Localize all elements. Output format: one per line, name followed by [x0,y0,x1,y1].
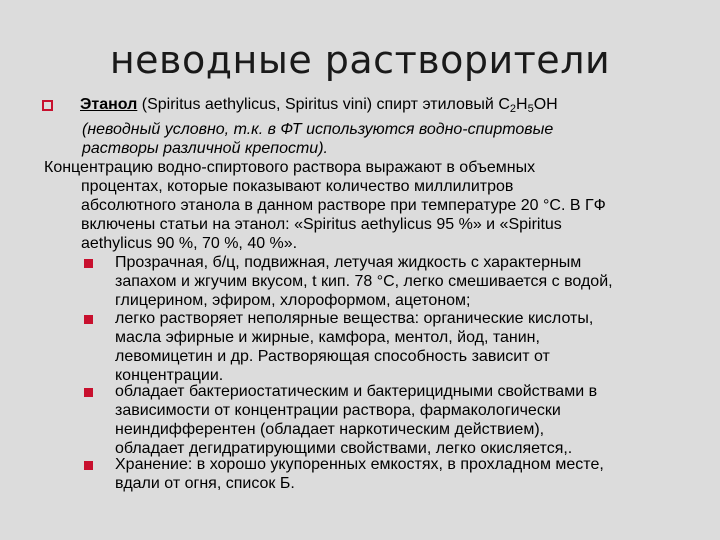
bullet-line: зависимости от концентрации раствора, фармакологически [115,402,561,419]
red-square-bullet-icon [84,388,93,397]
bullet-line: Прозрачная, б/ц, подвижная, летучая жидкость с характерным [115,254,582,271]
bullet-line: вдали от огня, список Б. [115,475,295,492]
ethanol-latin-names: (Spiritus aethylicus, Spiritus vini) спирт этиловый C [137,96,510,113]
formula-oh: OH [533,96,558,113]
ethanol-term: Этанол [80,96,138,113]
bullet-line: неиндифферентен (обладает наркотическим действием), [115,421,545,438]
ethanol-heading [80,95,558,115]
bullet-line: масла эфирные и жирные, камфора, ментол, йод, танин, [115,329,540,346]
ethanol-note-line-2: растворы различной крепости). [82,140,328,157]
bullet-line: левомицетин и др. Растворяющая способность зависит от [115,348,550,365]
paragraph-line: абсолютного этанола в данном растворе при температуре 20 °С. В ГФ [81,197,606,214]
formula-h: H [516,96,528,113]
bullet-line: Хранение: в хорошо укупоренных емкостях, в прохладном месте, [115,456,604,473]
bullet-line: запахом и жгучим вкусом, t кип. 78 °С, легко смешивается с водой, [115,273,613,290]
bullet-line: глицерином, эфиром, хлороформом, ацетоном; [115,292,471,309]
bullet-line: концентрации. [115,367,224,384]
bullet-line: легко растворяет неполярные вещества: органические кислоты, [115,310,594,327]
paragraph-line: aethylicus 90 %, 70 %, 40 %». [81,235,298,252]
bullet-line: обладает дегидратирующими свойствами, легко окисляется,. [115,440,573,457]
slide-title: неводные растворители [109,38,611,82]
paragraph-line: включены статьи на этанол: «Spiritus aethylicus 95 %» и «Spiritus [81,216,562,233]
formula-subscript-2: 2 [509,103,516,115]
red-square-bullet-icon [84,315,93,324]
red-square-bullet-icon [84,259,93,268]
paragraph-line: процентах, которые показывают количество миллилитров [81,178,514,195]
red-square-bullet-icon [84,461,93,470]
bullet-line: обладает бактериостатическим и бактерицидными свойствами в [115,383,598,400]
formula-subscript-5: 5 [527,103,534,115]
ethanol-note-line-1: (неводный условно, т.к. в ФТ используются водно-спиртовые [82,121,554,138]
paragraph-line: Концентрацию водно-спиртового раствора выражают в объемных [44,159,536,176]
hollow-square-bullet-icon [42,100,53,111]
